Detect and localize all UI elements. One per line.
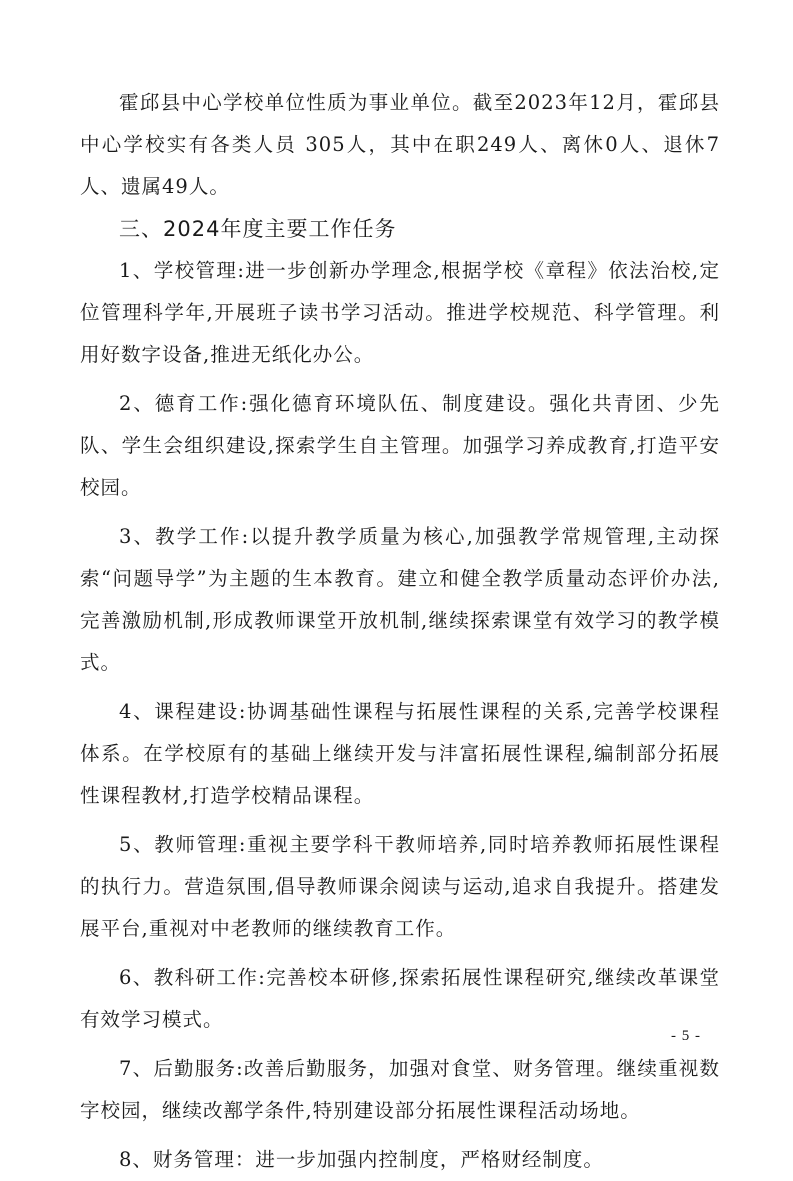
task-item-6: 6、教科研工作:完善校本研修,探索拓展性课程研究,继续改革课堂有效学习模式。: [80, 966, 720, 1031]
task-item-5: 5、教师管理:重视主要学科干教师培养,同时培养教师拓展性课程的执行力。营造氛围,倡导教师课余阅读与运动,追求自我提升。搭建发展平台,重视对中老教师的继续教育工作。: [80, 833, 720, 940]
task-item-2: 2、德育工作:强化德育环境队伍、制度建设。强化共青团、少先队、学生会组织建设,探索学生自主管理。加强学习养成教育,打造平安校园。: [80, 392, 720, 499]
intro-paragraph: 霍邱县中心学校单位性质为事业单位。截至2023年12月，霍邱县中心学校实有各类人员 305人，其中在职249人、离休0人、退休7 人、遗属49人。: [80, 91, 720, 198]
task-item-4: 4、课程建设:协调基础性课程与拓展性课程的关系,完善学校课程体系。在学校原有的基础上继续开发与沣富拓展性课程,编制部分拓展性课程教材,打造学校精品课程。: [80, 700, 720, 807]
document-body: [80, 82, 720, 1181]
task-item-3: 3、教学工作:以提升教学质量为核心,加强教学常规管理,主动探索“问题导学”为主题的生本教育。建立和健全教学质量动态评价办法,完善激励机制,形成教师课堂开放机制,继续探索课堂有效学习的教学模式。: [80, 525, 720, 674]
task-item-8: 8、财务管理：进一步加强内控制度，严格财经制度。: [119, 1148, 604, 1171]
page-number: - 5 -: [671, 1028, 701, 1044]
task-item-1: 1、学校管理:进一步创新办学理念,根据学校《章程》依法治校,定位管理科学年,开展班子读书学习活动。推进学校规范、科学管理。利用好数字设备,推进无纸化办公。: [80, 259, 720, 366]
task-item-7: 7、后勤服务:改善后勤服务，加强对食堂、财务管理。继续重视数字校园，继续改鄯学条件,特别建设部分拓展性课程活动场地。: [80, 1057, 720, 1122]
section-heading: 三、2024年度主要工作任务: [119, 217, 397, 241]
